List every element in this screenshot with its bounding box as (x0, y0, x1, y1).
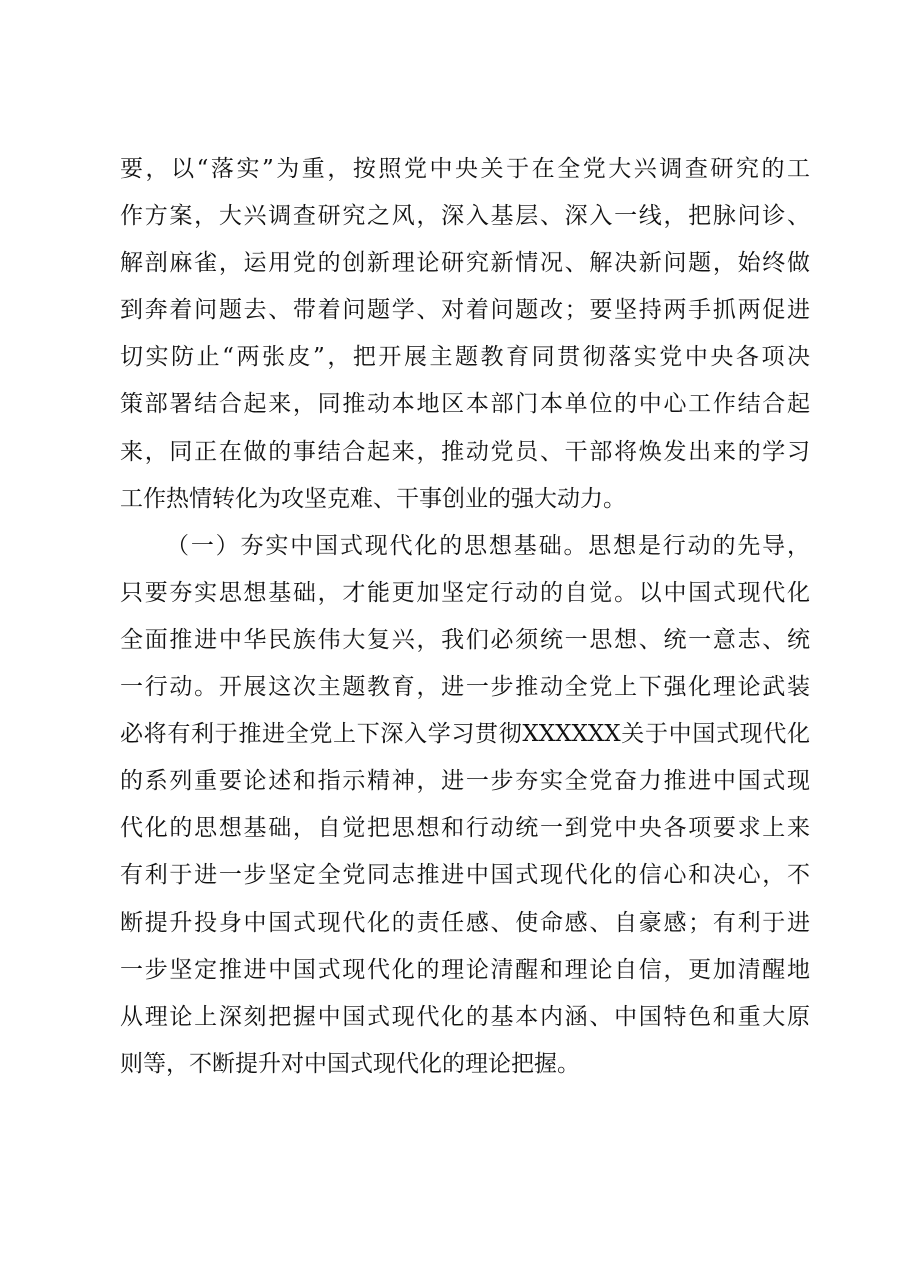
text-line: 一行动。开展这次主题教育，进一步推动全党上下强化理论武装 (120, 674, 810, 701)
text-line: 代化的思想基础，自觉把思想和行动统一到党中央各项要求上来 (120, 815, 810, 842)
text-line-last: 工作热情转化为攻坚克难、干事创业的强大动力。 (120, 485, 626, 512)
text-line: 到奔着问题去、带着问题学、对着问题改；要坚持两手抓两促进 (120, 297, 810, 324)
text-line: 一步坚定推进中国式现代化的理论清醒和理论自信，更加清醒地 (120, 956, 810, 983)
text-line: 只要夯实思想基础，才能更加坚定行动的自觉。以中国式现代化 (120, 579, 810, 606)
section-heading-line: （一）夯实中国式现代化的思想基础。思想是行动的先导， (166, 532, 810, 559)
text-line: 策部署结合起来，同推动本地区本部门本单位的中心工作结合起 (120, 391, 810, 418)
text-line: 要，以“落实”为重，按照党中央关于在全党大兴调查研究的工 (120, 156, 810, 182)
text-line: 有利于进一步坚定全党同志推进中国式现代化的信心和决心，不 (120, 862, 810, 889)
text-line: 切实防止“两张皮”，把开展主题教育同贯彻落实党中央各项决 (120, 344, 810, 371)
text-line: 全面推进中华民族伟大复兴，我们必须统一思想、统一意志、统 (120, 626, 810, 653)
text-line: 从理论上深刻把握中国式现代化的基本内涵、中国特色和重大原 (120, 1003, 810, 1030)
text-line: 解剖麻雀，运用党的创新理论研究新情况、解决新问题，始终做 (120, 250, 810, 277)
text-line: 的系列重要论述和指示精神，进一步夯实全党奋力推进中国式现 (120, 768, 810, 795)
text-line: 断提升投身中国式现代化的责任感、使命感、自豪感；有利于进 (120, 909, 810, 936)
text-line: 必将有利于推进全党上下深入学习贯彻XXXXXX关于中国式现代化 (120, 721, 810, 748)
text-line: 来，同正在做的事结合起来，推动党员、干部将焕发出来的学习 (120, 438, 810, 465)
text-line: 作方案，大兴调查研究之风，深入基层、深入一线，把脉问诊、 (120, 203, 810, 230)
body-text (120, 146, 810, 1088)
text-line-last: 则等，不断提升对中国式现代化的理论把握。 (120, 1050, 580, 1077)
